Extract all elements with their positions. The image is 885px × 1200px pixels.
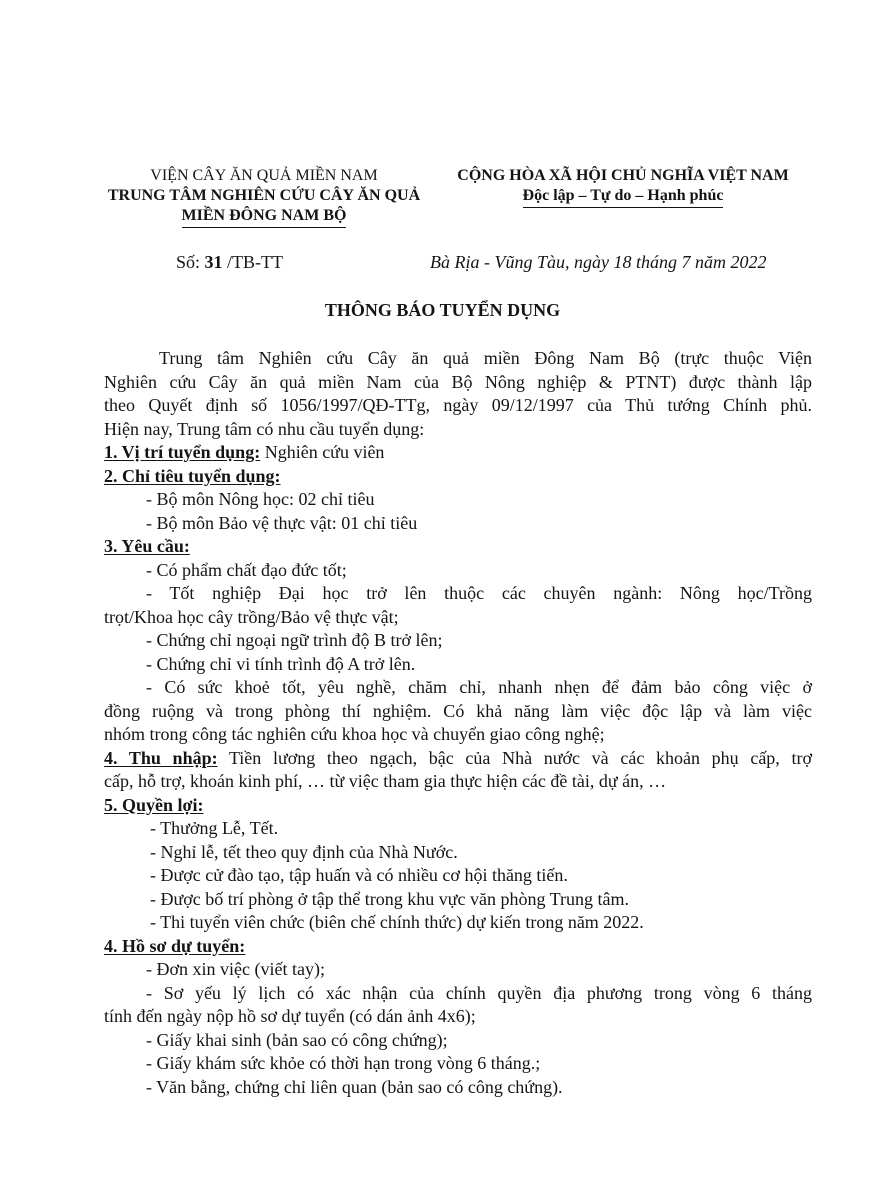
list-item: - Giấy khám sức khỏe có thời hạn trong vòng 6 tháng.; bbox=[146, 1053, 541, 1073]
place-and-date: Bà Rịa - Vũng Tàu, ngày 18 tháng 7 năm 2022 bbox=[430, 252, 767, 272]
document-number-prefix: Số: bbox=[176, 252, 205, 272]
issuer-org-line2 bbox=[92, 206, 436, 228]
list-item: - Có phẩm chất đạo đức tốt; bbox=[146, 559, 347, 580]
list-item: - Chứng chỉ ngoại ngữ trình độ B trở lên; bbox=[146, 630, 443, 650]
list-item: - Thi tuyển viên chức (biên chế chính thức) dự kiến trong năm 2022. bbox=[150, 912, 644, 932]
country-name: CỘNG HÒA XÃ HỘI CHỦ NGHĨA VIỆT NAM bbox=[457, 167, 789, 184]
document-number-suffix: /TB-TT bbox=[222, 252, 284, 272]
issuer-block bbox=[92, 166, 436, 228]
list-item: - Nghỉ lễ, tết theo quy định của Nhà Nước. bbox=[150, 841, 458, 862]
section-income-continued: cấp, hỗ trợ, khoán kinh phí, … từ việc tham gia thực hiện các đề tài, dự án, … bbox=[104, 771, 667, 791]
list-item: - Thưởng Lễ, Tết. bbox=[150, 818, 279, 838]
section-requirements-heading: 3. Yêu cầu: bbox=[104, 536, 190, 556]
section-income-label: 4. Thu nhập: bbox=[104, 747, 218, 768]
list-item: - Tốt nghiệp Đại học trở lên thuộc các chuyên ngành: Nông học/Trồng bbox=[146, 583, 812, 603]
section-quota-heading: 2. Chỉ tiêu tuyển dụng: bbox=[104, 465, 281, 486]
document-title: THÔNG BÁO TUYỂN DỤNG bbox=[324, 300, 561, 320]
list-item: - Chứng chỉ vi tính trình độ A trở lên. bbox=[146, 653, 416, 674]
list-item: - Giấy khai sinh (bản sao có công chứng); bbox=[146, 1029, 448, 1050]
list-item: - Bộ môn Nông học: 02 chỉ tiêu bbox=[146, 489, 375, 509]
section-position-label: 1. Vị trí tuyển dụng: bbox=[104, 442, 261, 462]
section-application-heading: 4. Hồ sơ dự tuyển: bbox=[104, 935, 246, 956]
section-income bbox=[104, 747, 812, 771]
list-item-continued: trọt/Khoa học cây trồng/Bảo vệ thực vật; bbox=[104, 606, 399, 627]
intro-line: Trung tâm Nghiên cứu Cây ăn quả miền Đông Nam Bộ (trực thuộc Viện bbox=[159, 348, 812, 368]
section-benefits-heading: 5. Quyền lợi: bbox=[104, 794, 204, 815]
national-motto-text: Độc lập – Tự do – Hạnh phúc bbox=[523, 186, 724, 208]
document-body bbox=[104, 347, 812, 1099]
issuer-org-line2-text: MIỀN ĐÔNG NAM BỘ bbox=[182, 206, 347, 228]
national-header bbox=[440, 166, 806, 208]
section-income-text: Tiền lương theo ngạch, bậc của Nhà nước và các khoản phụ cấp, trợ bbox=[217, 747, 813, 768]
list-item: - Văn bằng, chứng chỉ liên quan (bản sao có công chứng). bbox=[146, 1076, 563, 1097]
list-item-continued: tính đến ngày nộp hồ sơ dự tuyển (có dán ảnh 4x6); bbox=[104, 1006, 476, 1026]
issuer-org-line1: TRUNG TÂM NGHIÊN CỨU CÂY ĂN QUẢ bbox=[107, 187, 421, 204]
list-item: - Bộ môn Bảo vệ thực vật: 01 chỉ tiêu bbox=[146, 512, 418, 533]
section-position-value: Nghiên cứu viên bbox=[260, 442, 385, 462]
list-item: - Được bố trí phòng ở tập thể trong khu vực văn phòng Trung tâm. bbox=[150, 888, 630, 909]
intro-line: Nghiên cứu Cây ăn quả miền Nam của Bộ Nông nghiệp & PTNT) được thành lập bbox=[104, 371, 812, 392]
list-item: - Đơn xin việc (viết tay); bbox=[146, 959, 325, 979]
intro-line: theo Quyết định số 1056/1997/QĐ-TTg, ngày 09/12/1997 của Thủ tướng Chính phủ. bbox=[104, 395, 812, 415]
national-motto bbox=[440, 186, 806, 208]
list-item-continued: nhóm trong công tác nghiên cứu khoa học và chuyển giao công nghệ; bbox=[104, 724, 605, 744]
intro-line: Hiện nay, Trung tâm có nhu cầu tuyển dụng: bbox=[104, 418, 425, 439]
document-number bbox=[176, 251, 283, 273]
list-item-continued: đồng ruộng và trong phòng thí nghiệm. Có khả năng làm việc độc lập và làm việc bbox=[104, 700, 812, 721]
list-item: - Sơ yếu lý lịch có xác nhận của chính quyền địa phương trong vòng 6 tháng bbox=[146, 982, 812, 1003]
document-number-value: 31 bbox=[204, 252, 223, 272]
issuer-parent-org: VIỆN CÂY ĂN QUẢ MIỀN NAM bbox=[150, 167, 378, 184]
list-item: - Được cử đào tạo, tập huấn và có nhiều cơ hội thăng tiến. bbox=[150, 865, 568, 885]
list-item: - Có sức khoẻ tốt, yêu nghề, chăm chỉ, nhanh nhẹn để đảm bảo công việc ở bbox=[146, 677, 812, 697]
section-position bbox=[104, 441, 812, 465]
